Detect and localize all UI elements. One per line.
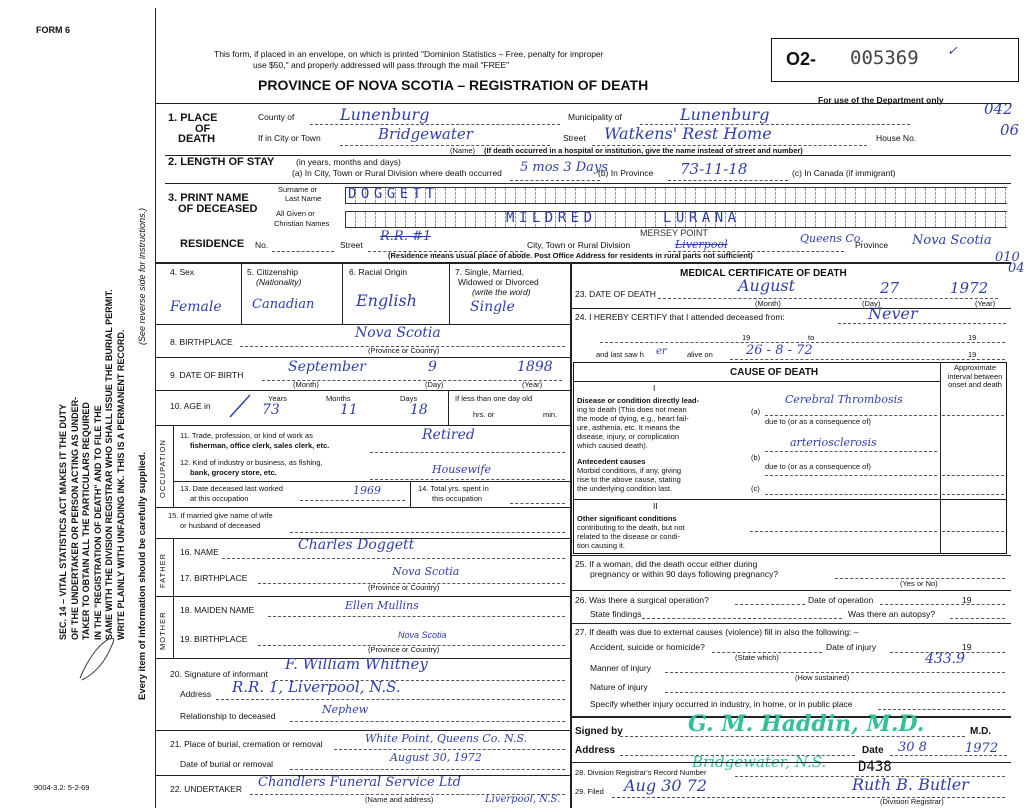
residence-province[interactable]: Nova Scotia [912,233,992,248]
envelope-notice-2: use $50," and properly addressed will pass through the mail "FREE" [253,60,510,70]
age-strike [225,392,255,422]
side-supply-note: Every item of information should be carefully supplied. [137,451,148,700]
cause-a[interactable]: Cerebral Thrombosis [785,393,903,406]
industry-value[interactable]: Housewife [432,463,491,476]
father-name[interactable]: Charles Doggett [298,537,415,553]
residence-city-new[interactable]: MERSEY POINT [640,228,708,238]
reg-number: 005369 [850,47,919,69]
residence-county[interactable]: Queens Co. [800,232,864,245]
street-value[interactable]: Watkens' Rest Home [604,124,772,143]
stay-province-value[interactable]: 73-11-18 [680,160,748,178]
filed-date[interactable]: Aug 30 72 [624,776,707,795]
physician-stamp-city: Bridgewater, N.S. [692,753,827,771]
dob-month[interactable]: September [288,359,366,375]
marital-value[interactable]: Single [470,299,515,315]
physician-stamp: G. M. Haddin, M.D. [688,711,925,737]
undertaker-value[interactable]: Chandlers Funeral Service Ltd [258,775,461,790]
page-title: PROVINCE OF NOVA SCOTIA – REGISTRATION OF DEATH [258,77,649,93]
citizenship-value[interactable]: Canadian [252,297,315,312]
registrar-signature[interactable]: Ruth B. Butler [852,775,969,794]
burial-date[interactable]: August 30, 1972 [390,751,482,764]
county-value[interactable]: Lunenburg [340,105,430,124]
signed-year[interactable]: 1972 [965,741,999,756]
father-birthplace[interactable]: Nova Scotia [392,565,460,578]
attended-value[interactable]: Never [868,304,918,323]
undertaker-value-2[interactable]: Liverpool, N.S. [485,794,561,805]
place-label: 1. PLACE [168,112,218,124]
cause-code: 433.9 [925,651,966,667]
stay-city-value[interactable]: 5 mos 3 Days [520,160,608,175]
form-label: FORM 6 [36,25,71,35]
age-years[interactable]: 73 [262,402,280,418]
residence-city-old[interactable]: Liverpool [675,238,728,251]
dob-year[interactable]: 1898 [517,359,553,375]
last-worked-value[interactable]: 1969 [353,484,381,497]
given-name-2[interactable]: LURANA [663,210,741,226]
father-side-label: FATHER [158,552,167,588]
occupation-value[interactable]: Retired [422,427,475,443]
death-day[interactable]: 27 [880,279,900,297]
alive-on-value[interactable]: 26 - 8 - 72 [746,343,813,358]
side-reverse-note: (See reverse side for instructions.) [137,207,147,345]
sex-value[interactable]: Female [170,299,222,315]
registrar-record-number: D438 [858,759,892,775]
birthplace-value[interactable]: Nova Scotia [355,325,441,341]
death-month[interactable]: August [738,276,796,295]
mother-birthplace[interactable]: Nova Scotia [398,630,447,640]
surname-boxes [345,187,1007,204]
burial-place[interactable]: White Point, Queens Co. N.S. [365,732,528,745]
dept-use-label: For use of the Department only [818,95,944,105]
dept-code-3: 010 [995,250,1020,265]
signature-scribble [72,630,122,690]
informant-address[interactable]: R.R. 1, Liverpool, N.S. [232,678,401,696]
municipality-value[interactable]: Lunenburg [680,105,770,124]
residence-street[interactable]: R.R. #1 [380,229,432,244]
age-days[interactable]: 18 [410,402,428,418]
age-months[interactable]: 11 [340,402,358,418]
informant-relationship[interactable]: Nephew [322,703,369,716]
check-mark: ✓ [947,43,958,58]
occupation-side-label: OCCUPATION [158,439,167,498]
given-name-1[interactable]: MILDRED [506,210,597,226]
dept-code-4: 04 [1008,261,1025,276]
side-instructions: SEC. 14 – VITAL STATISTICS ACT MAKES IT THE DUTY OF THE UNDERTAKER OR PERSON ACTING AS UNDER- TAKER TO OBTAIN ALL THE PARTICULARS REQUIRED IN THE "REGISTRATION OF DEATH" AND TO FILE THE SAME WITH THE DIVISION REGISTRAR WHO SHALL ISSUE THE BURIAL PERMIT. WRITE PLAINLY WITH UNFADING INK. THIS IS A PERMANENT RECORD. [58,289,126,640]
city-value[interactable]: Bridgewater [378,125,473,143]
reg-prefix: O2- [786,49,817,69]
surname-value[interactable]: DOGGETT [348,186,439,202]
form-code: 9004-3.2: 5-2-69 [34,783,90,792]
dept-code-2: 06 [1000,121,1020,139]
mother-name[interactable]: Ellen Mullins [345,599,419,612]
mother-side-label: MOTHER [158,611,167,650]
informant-signature[interactable]: F. William Whitney [285,655,428,673]
signed-date[interactable]: 30 8 [898,740,927,755]
last-saw-pronoun[interactable]: er [656,346,667,357]
death-year[interactable]: 1972 [950,279,989,297]
envelope-notice: This form, if placed in an envelope, on which is printed "Dominion Statistics – Free, penalty for improper [214,49,604,59]
racial-origin-value[interactable]: English [356,291,417,310]
dob-day[interactable]: 9 [428,359,437,375]
cause-b[interactable]: arteriosclerosis [790,436,877,449]
dept-code-1: 042 [984,100,1013,118]
